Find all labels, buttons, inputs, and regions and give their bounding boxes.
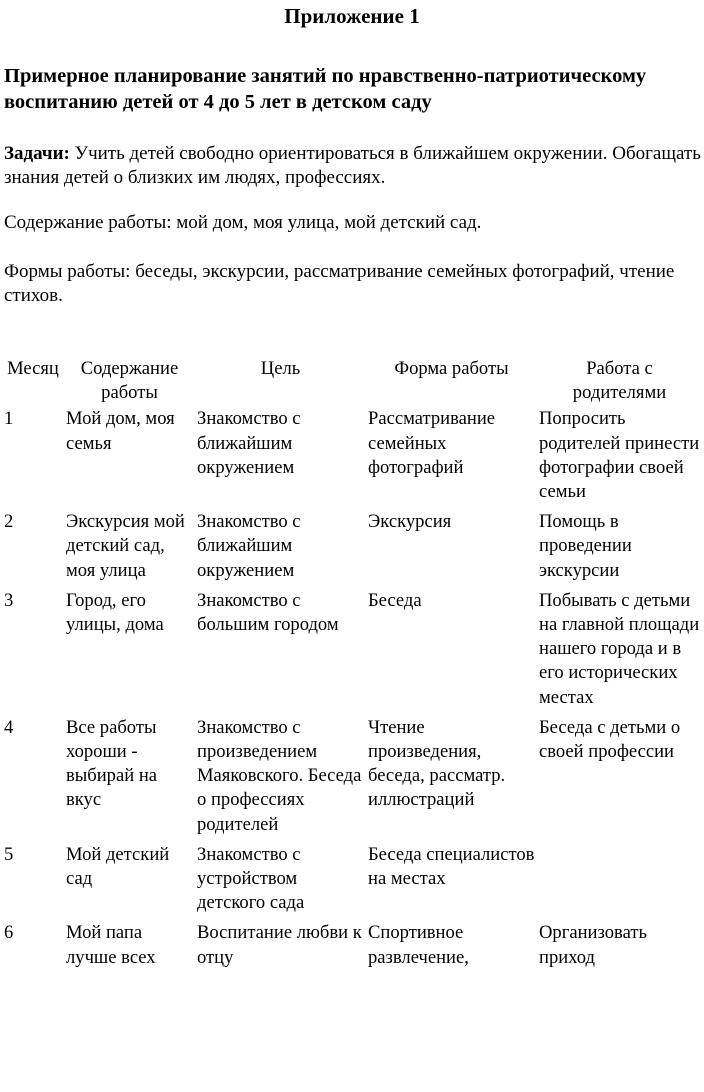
cell-form: Спортивное развлечение, bbox=[368, 922, 469, 968]
cell-parents bbox=[537, 843, 702, 922]
cell-month: 3 bbox=[4, 589, 14, 611]
tasks-label: Задачи: bbox=[4, 143, 70, 164]
cell-content: Мой дом, моя семья bbox=[66, 408, 175, 454]
header-goal: Цель bbox=[260, 358, 301, 379]
cell-month: 1 bbox=[4, 408, 14, 430]
cell-form: Беседа bbox=[368, 589, 422, 611]
cell-form: Экскурсия bbox=[368, 511, 452, 533]
tasks-paragraph bbox=[4, 142, 704, 190]
table-row bbox=[2, 589, 702, 716]
table-row bbox=[2, 510, 702, 589]
cell-month: 6 bbox=[4, 922, 14, 944]
table-row bbox=[2, 716, 702, 843]
header-parents: Работа с родителями bbox=[572, 358, 667, 404]
cell-form: Беседа специалистов на местах bbox=[368, 843, 535, 890]
cell-goal: Знакомство с ближайшим окружением bbox=[197, 511, 301, 581]
cell-goal: Воспитание любви к отцу bbox=[197, 922, 362, 968]
table-row bbox=[2, 843, 702, 922]
cell-month: 5 bbox=[4, 843, 14, 865]
header-content: Содержание работы bbox=[80, 358, 179, 404]
cell-parents: Помощь в проведении экскурсии bbox=[539, 511, 632, 581]
cell-form: Чтение произведения, беседа, рассматр. иллюстраций bbox=[368, 716, 506, 811]
forms-line: Формы работы: беседы, экскурсии, рассматривание семейных фотографий, чтение стихов. bbox=[4, 261, 675, 306]
cell-content: Экскурсия мой детский сад, моя улица bbox=[66, 511, 185, 581]
header-form: Форма работы bbox=[394, 358, 509, 379]
cell-content: Мой детский сад bbox=[66, 843, 170, 890]
cell-parents: Организовать приход bbox=[539, 922, 647, 968]
table-row bbox=[2, 921, 702, 975]
cell-content: Мой папа лучше всех bbox=[66, 922, 156, 968]
cell-goal: Знакомство с ближайшим окружением bbox=[197, 408, 301, 478]
plan-table bbox=[2, 357, 702, 976]
appendix-heading: Приложение 1 bbox=[284, 4, 420, 28]
cell-parents: Побывать с детьми на главной площади нашего города и в его исторических местах bbox=[539, 589, 700, 708]
table-header-row bbox=[2, 357, 702, 407]
cell-form: Рассматривание семейных фотографий bbox=[368, 408, 496, 478]
tasks-text: Учить детей свободно ориентироваться в ближайшем окружении. Обогащать знания детей о близких им людях, профессиях. bbox=[4, 143, 701, 188]
header-month: Месяц bbox=[7, 358, 59, 379]
content-line: Содержание работы: мой дом, моя улица, мой детский сад. bbox=[4, 212, 482, 233]
cell-month: 2 bbox=[4, 511, 14, 533]
cell-goal: Знакомство с устройством детского сада bbox=[197, 843, 305, 914]
cell-parents: Попросить родителей принести фотографии своей семьи bbox=[539, 408, 700, 503]
document-title: Примерное планирование занятий по нравственно-патриотическому воспитанию детей от 4 до 5 лет в детском саду bbox=[4, 65, 647, 113]
cell-goal: Знакомство с большим городом bbox=[197, 589, 339, 636]
cell-content: Город, его улицы, дома bbox=[66, 589, 164, 636]
cell-month: 4 bbox=[4, 716, 14, 738]
table-row bbox=[2, 407, 702, 510]
cell-parents: Беседа с детьми о своей профессии bbox=[539, 716, 681, 763]
cell-goal: Знакомство с произведением Маяковского. Беседа о профессиях родителей bbox=[197, 716, 362, 835]
cell-content: Все работы хороши - выбирай на вкус bbox=[66, 716, 158, 811]
